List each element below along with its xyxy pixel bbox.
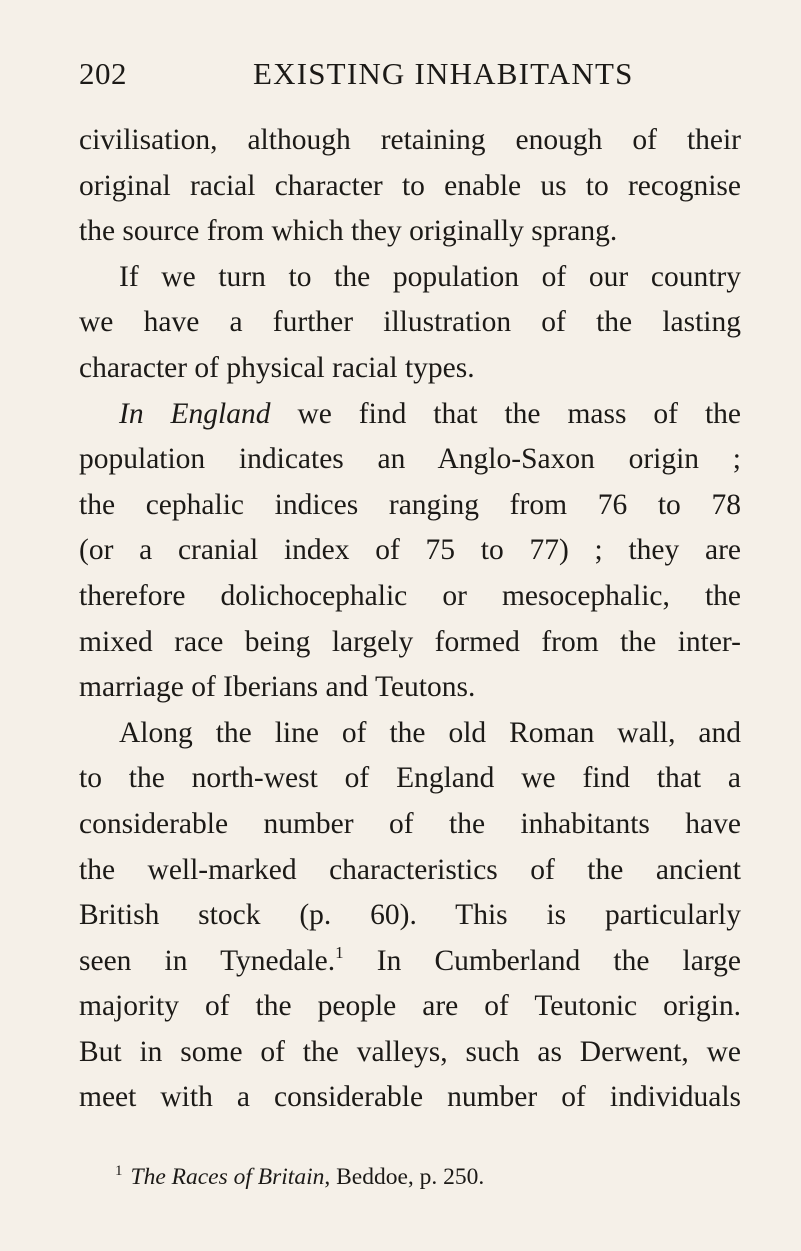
text-line: the source from which they originally sprang.	[79, 215, 618, 248]
footnote-book-title: The Races of Britain	[130, 1164, 325, 1190]
text-line: meet with a considerable number of individuals	[79, 1081, 741, 1114]
text-line: But in some of the valleys, such as Derwent, we	[79, 1035, 741, 1068]
text-segment: In Cumberland the large	[343, 944, 741, 977]
footnote-reference[interactable]: 1	[335, 942, 344, 962]
text-line: civilisation, although retaining enough of their	[79, 124, 741, 156]
text-line: majority of the people are of Teutonic origin.	[79, 990, 741, 1023]
text-line: population indicates an Anglo-Saxon origin ;	[79, 443, 741, 476]
text-line: therefore dolichocephalic or mesocephalic, the	[79, 579, 741, 612]
text-line: mixed race being largely formed from the inter-	[79, 625, 741, 658]
running-title: EXISTING INHABITANTS	[253, 56, 634, 91]
body-text	[79, 118, 741, 1121]
footnote	[79, 1162, 741, 1192]
text-line: British stock (p. 60). This is particularly	[79, 899, 741, 932]
text-segment: we find that the mass of the	[270, 397, 741, 430]
text-line	[79, 939, 741, 985]
text-line: the well-marked characteristics of the ancient	[79, 853, 741, 886]
text-line: to the north-west of England we find that a	[79, 762, 741, 795]
italic-place-name: In England	[119, 397, 271, 430]
page-number: 202	[79, 56, 127, 91]
footnote-mark: 1	[115, 1163, 123, 1179]
footnote-citation: , Beddoe, p. 250.	[324, 1164, 485, 1190]
text-line: Along the line of the old Roman wall, and	[119, 716, 741, 749]
running-head	[79, 56, 743, 96]
text-line: the cephalic indices ranging from 76 to 78	[79, 488, 741, 521]
text-line: If we turn to the population of our country	[119, 260, 741, 293]
text-line: (or a cranial index of 75 to 77) ; they are	[79, 534, 741, 567]
text-line: character of physical racial types.	[79, 351, 475, 384]
text-line	[79, 392, 741, 438]
text-line: marriage of Iberians and Teutons.	[79, 671, 476, 704]
text-segment: seen in Tynedale.	[79, 944, 336, 977]
text-line: considerable number of the inhabitants have	[79, 807, 741, 840]
text-line: we have a further illustration of the lasting	[79, 306, 741, 339]
text-line: original racial character to enable us to recognise	[79, 169, 741, 202]
